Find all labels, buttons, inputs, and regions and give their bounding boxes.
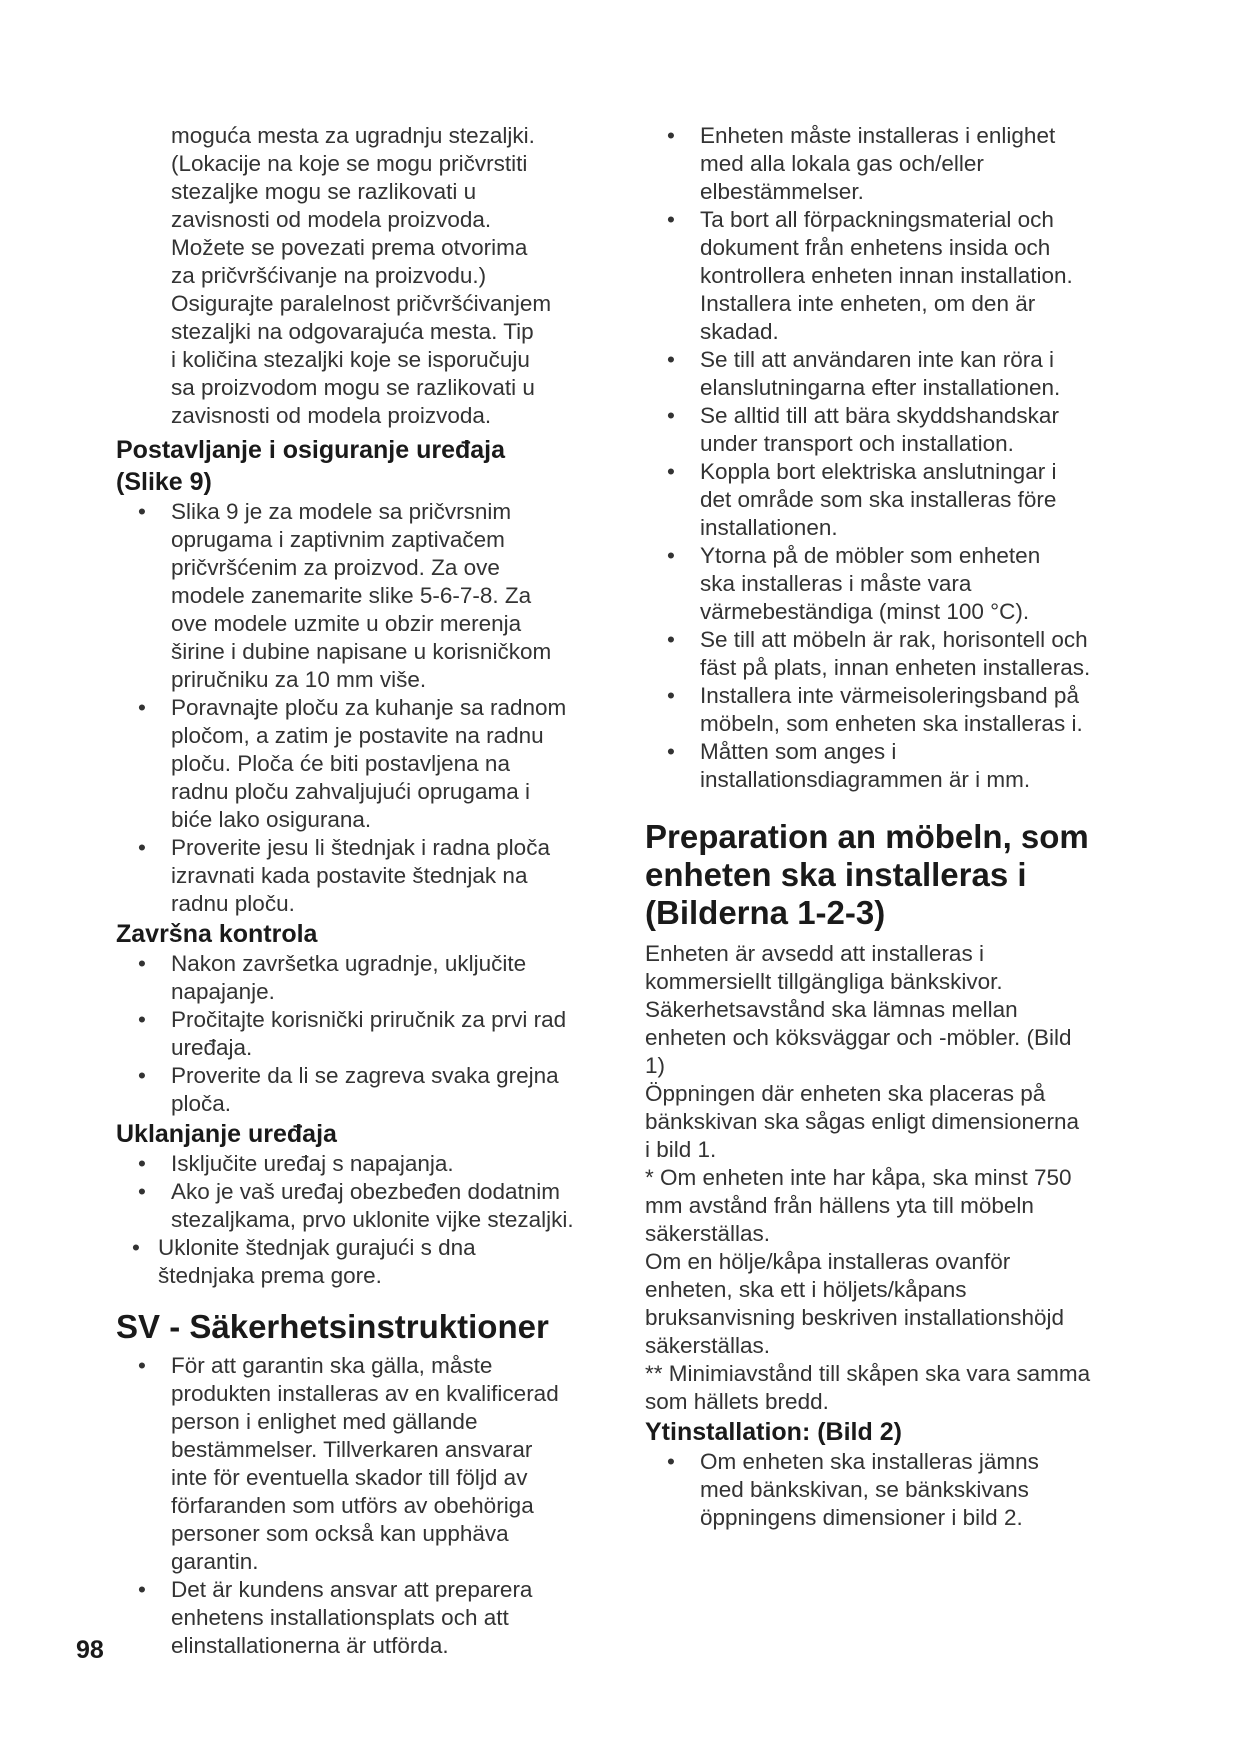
bullet-icon: • (667, 683, 675, 708)
bullet-icon: • (138, 1353, 146, 1378)
list-item: • Koppla bort elektriska anslutningar i det område som ska installeras före installationen. (667, 459, 1057, 540)
list-item: • Poravnajte ploču za kuhanje sa radnom pločom, a zatim je postavite na radnu ploču. Ploča će biti postavljena na radnu ploču zahvaljujući oprugama i biće lako osigurana. (138, 695, 567, 832)
prep-paragraph: ** Minimiavstånd till skåpen ska vara samma som hällets bredd. (645, 1361, 1091, 1414)
prep-paragraph: Öppningen där enheten ska placeras på bänkskivan ska sågas enligt dimensionerna i bild 1. (645, 1081, 1080, 1162)
bullet-icon: • (667, 543, 675, 568)
list-item: • Måtten som anges i installationsdiagrammen är i mm. (667, 739, 1031, 792)
list-item: • Ytorna på de möbler som enheten ska installeras i måste vara värmebeständiga (minst 100 °C). (667, 543, 1041, 624)
list-item: • Om enheten ska installeras jämns med bänkskivan, se bänkskivans öppningens dimensioner i bild 2. (667, 1449, 1039, 1530)
bullet-icon: • (138, 1577, 146, 1602)
bullet-icon: • (138, 1063, 146, 1088)
page-number: 98 (76, 1636, 104, 1664)
bullet-icon: • (138, 835, 146, 860)
list-item: • Isključite uređaj s napajanja. (138, 1151, 454, 1176)
list-item: • Ako je vaš uređaj obezbeđen dodatnim stezaljkama, prvo uklonite vijke stezaljki. (138, 1179, 574, 1232)
list-item: • Ta bort all förpackningsmaterial och dokument från enhetens insida och kontrollera enheten innan installation. Installera inte enheten, om den är skadad. (667, 207, 1073, 344)
list-item: • Slika 9 je za modele sa pričvrsnim oprugama i zaptivnim zaptivačem pričvršćenim za proizvod. Za ove modele zanemarite slike 5-6-7-8. Za ove modele uzmite u obzir merenja širine i dubine napisane u korisničkom priručniku za 10 mm više. (138, 499, 552, 692)
bullet-icon: • (138, 1179, 146, 1204)
section-heading-final-check: Završna kontrola (116, 920, 318, 948)
list-item: • Se alltid till att bära skyddshandskar under transport och installation. (667, 403, 1059, 456)
list-item: • Proverite jesu li štednjak i radna ploča izravnati kada postavite štednjak na radnu ploču. (138, 835, 550, 916)
bullet-icon: • (667, 123, 675, 148)
prep-paragraph: * Om enheten inte har kåpa, ska minst 750 mm avstånd från hällens yta till möbeln säkerställas. (645, 1165, 1072, 1246)
bullet-icon: • (138, 1151, 146, 1176)
list-item: • Se till att användaren inte kan röra i elanslutningarna efter installationen. (667, 347, 1061, 400)
bullet-icon: • (667, 627, 675, 652)
bullet-icon: • (667, 459, 675, 484)
intro-paragraph: moguća mesta za ugradnju stezaljki. (Lokacije na koje se mogu pričvrstiti stezaljke mogu se razlikovati u zavisnosti od modela proizvoda. Možete se povezati prema otvorima za pričvršćivanje na proizvodu.) Osigurajte paralelnost pričvršćivanjem stezaljki na odgovarajuća mesta. Tip i količina stezaljki koje se isporučuju sa proizvodom mogu se razlikovati u zavisnosti od modela proizvoda. (171, 123, 552, 428)
left-column (116, 122, 616, 1660)
list-item: • Uklonite štednjak gurajući s dna štednjaka prema gore. (132, 1235, 476, 1288)
right-column (645, 122, 1135, 1532)
bullet-icon: • (667, 347, 675, 372)
bullet-icon: • (138, 951, 146, 976)
list-item: • Pročitajte korisnički priručnik za prvi rad uređaja. (138, 1007, 567, 1060)
list-item: • Enheten måste installeras i enlighet med alla lokala gas och/eller elbestämmelser. (667, 123, 1056, 204)
bullet-icon: • (667, 207, 675, 232)
bullet-icon: • (132, 1235, 140, 1260)
bullet-icon: • (667, 403, 675, 428)
prep-paragraph: Om en hölje/kåpa installeras ovanför enheten, ska ett i höljets/kåpans bruksanvisning beskriven installationshöjd säkerställas. (645, 1249, 1064, 1358)
list-item: • Se till att möbeln är rak, horisontell och fäst på plats, innan enheten installeras. (667, 627, 1091, 680)
list-item: • Det är kundens ansvar att preparera enhetens installationsplats och att elinstallationerna är utförda. (138, 1577, 533, 1658)
section-heading-mounting: Postavljanje i osiguranje uređaja (Slike 9) (116, 436, 506, 496)
prep-paragraph: Enheten är avsedd att installeras i kommersiellt tillgängliga bänkskivor. Säkerhetsavstånd ska lämnas mellan enheten och köksväggar och -möbler. (Bild 1) (645, 941, 1072, 1078)
list-item: • För att garantin ska gälla, måste produkten installeras av en kvalificerad person i enlighet med gällande bestämmelser. Tillverkaren ansvarar inte för eventuella skador till följd av förfaranden som utförs av obehöriga personer som också kan upphäva garantin. (138, 1353, 559, 1574)
section-heading-preparation: Preparation an möbeln, som enheten ska installeras i (Bilderna 1-2-3) (645, 818, 1089, 931)
list-item: • Nakon završetka ugradnje, uključite napajanje. (138, 951, 527, 1004)
bullet-icon: • (667, 1449, 675, 1474)
bullet-icon: • (138, 499, 146, 524)
section-heading-removal: Uklanjanje uređaja (116, 1120, 337, 1148)
list-item: • Installera inte värmeisoleringsband på möbeln, som enheten ska installeras i. (667, 683, 1083, 736)
list-item: • Proverite da li se zagreva svaka grejna ploča. (138, 1063, 559, 1116)
bullet-icon: • (138, 1007, 146, 1032)
bullet-icon: • (667, 739, 675, 764)
bullet-icon: • (138, 695, 146, 720)
section-heading-flush-install: Ytinstallation: (Bild 2) (645, 1418, 902, 1446)
section-heading-sv-safety: SV - Säkerhetsinstruktioner (116, 1308, 549, 1345)
